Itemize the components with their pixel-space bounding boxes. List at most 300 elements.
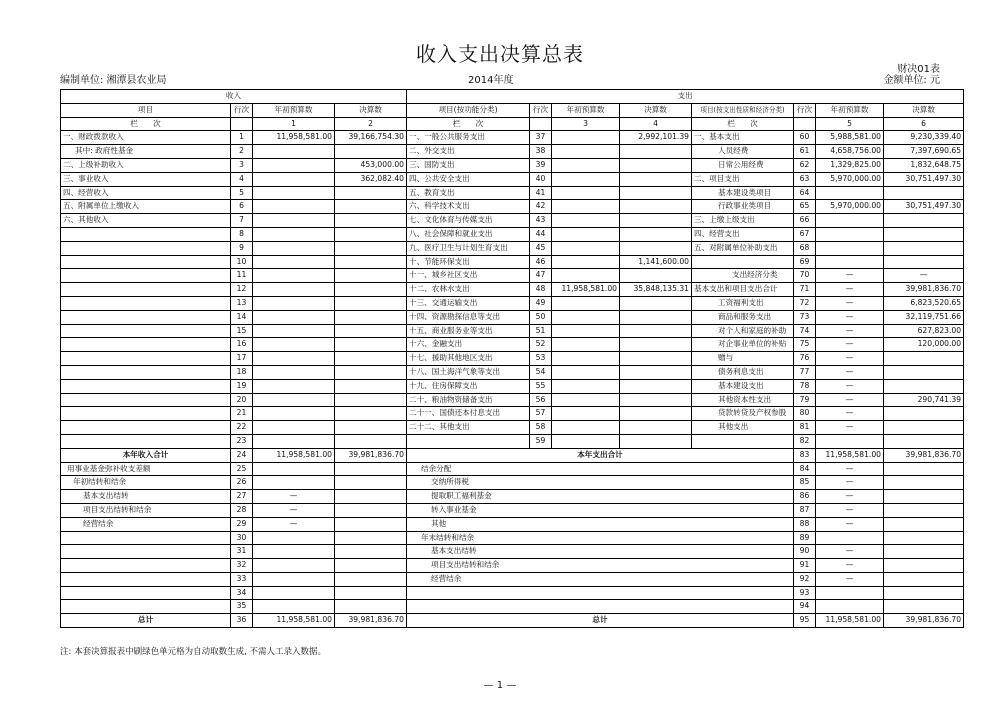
- page-title: 收入支出决算总表: [416, 42, 584, 66]
- func-final: [620, 200, 692, 214]
- econ-final: [884, 186, 964, 200]
- econ-final: —: [884, 269, 964, 283]
- table-row: [61, 517, 964, 531]
- income-final: [335, 365, 407, 379]
- table-row: [61, 338, 964, 352]
- econ-final: 30,751,497.30: [884, 200, 964, 214]
- econ-final: [884, 365, 964, 379]
- col-row-no: 行次: [530, 103, 552, 117]
- grand-total-label: 总计: [61, 614, 231, 628]
- row-no: 55: [530, 379, 552, 393]
- table-row: [61, 600, 964, 614]
- func-final: [620, 145, 692, 159]
- econ-budget: —: [816, 572, 884, 586]
- form-code: 财决01表: [897, 64, 940, 75]
- table-row: [61, 545, 964, 559]
- income-item: [61, 393, 231, 407]
- func-item: 七、文化体育与传媒支出: [407, 214, 530, 228]
- econ-item: 一、基本支出: [692, 131, 794, 145]
- income-item: 用事业基金弥补收支差额: [61, 462, 231, 476]
- econ-budget: —: [816, 269, 884, 283]
- row-no: 11: [231, 269, 253, 283]
- econ-final: [884, 531, 964, 545]
- income-budget: —: [253, 517, 335, 531]
- grand-total-budget: 11,958,581.00: [816, 614, 884, 628]
- row-no: 78: [794, 379, 816, 393]
- econ-item: 行政事业类项目: [692, 200, 794, 214]
- row-no: 3: [231, 158, 253, 172]
- income-budget: [253, 352, 335, 366]
- func-final: [620, 214, 692, 228]
- func-budget: [552, 227, 620, 241]
- func-item: 二十二、其他支出: [407, 421, 530, 435]
- econ-budget: 1,329,825.00: [816, 158, 884, 172]
- blank-cell: [231, 117, 253, 131]
- row-no: 54: [530, 365, 552, 379]
- income-budget: [253, 421, 335, 435]
- row-no: 35: [231, 600, 253, 614]
- table-row: [61, 310, 964, 324]
- func-item: 三、国防支出: [407, 158, 530, 172]
- table-row: [61, 145, 964, 159]
- table-row: [61, 131, 964, 145]
- func-item: 一、一般公共服务支出: [407, 131, 530, 145]
- income-budget: [253, 310, 335, 324]
- func-item: 二十一、国债还本付息支出: [407, 407, 530, 421]
- econ-budget: —: [816, 393, 884, 407]
- col-budget: 年初预算数: [253, 103, 335, 117]
- func-budget: [552, 200, 620, 214]
- func-budget: [552, 421, 620, 435]
- row-no: 83: [794, 448, 816, 462]
- econ-final: [884, 586, 964, 600]
- func-item: 二十、粮油物资储备支出: [407, 393, 530, 407]
- income-item: [61, 586, 231, 600]
- row-no: 58: [530, 421, 552, 435]
- econ-budget: —: [816, 462, 884, 476]
- func-budget: [552, 379, 620, 393]
- func-budget: [552, 338, 620, 352]
- econ-item: 四、经营支出: [692, 227, 794, 241]
- econ-budget: —: [816, 310, 884, 324]
- col-lan: 栏 次: [61, 117, 231, 131]
- income-item: 一、财政拨款收入: [61, 131, 231, 145]
- row-no: 57: [530, 407, 552, 421]
- econ-item: 商品和服务支出: [692, 310, 794, 324]
- income-budget: [253, 227, 335, 241]
- col-num-6: 6: [884, 117, 964, 131]
- row-no: 71: [794, 283, 816, 297]
- income-budget: [253, 476, 335, 490]
- econ-item: 基本建设支出: [692, 379, 794, 393]
- econ-budget: 4,658,756.00: [816, 145, 884, 159]
- table-row: [61, 462, 964, 476]
- col-num-1: 1: [253, 117, 335, 131]
- row-no: 44: [530, 227, 552, 241]
- table-row: [61, 172, 964, 186]
- row-no: 13: [231, 296, 253, 310]
- econ-item: 贷款转贷及产权参股: [692, 407, 794, 421]
- table-row: [61, 269, 964, 283]
- func-final: 2,992,101.39: [620, 131, 692, 145]
- table-row: [61, 379, 964, 393]
- income-budget: [253, 186, 335, 200]
- income-item: 年初结转和结余: [61, 476, 231, 490]
- table-row: [61, 324, 964, 338]
- col-final: 决算数: [335, 103, 407, 117]
- blank-cell: [530, 117, 552, 131]
- income-budget: —: [253, 503, 335, 517]
- row-no: 66: [794, 214, 816, 228]
- row-no: 43: [530, 214, 552, 228]
- income-budget: [253, 200, 335, 214]
- total-row: [61, 448, 964, 462]
- income-final: [335, 214, 407, 228]
- func-item: 十三、交通运输支出: [407, 296, 530, 310]
- expense-total-budget: 11,958,581.00: [816, 448, 884, 462]
- func-final: [620, 365, 692, 379]
- row-no: 31: [231, 545, 253, 559]
- func-item: 五、教育支出: [407, 186, 530, 200]
- income-budget: [253, 241, 335, 255]
- func-budget: [552, 241, 620, 255]
- econ-budget: 5,970,000.00: [816, 172, 884, 186]
- income-item: [61, 241, 231, 255]
- func-budget: [552, 310, 620, 324]
- func-final: [620, 241, 692, 255]
- econ-budget: —: [816, 365, 884, 379]
- income-item: 二、上级补助收入: [61, 158, 231, 172]
- row-no: 4: [231, 172, 253, 186]
- balance-item: 结余分配: [407, 462, 794, 476]
- row-no: 73: [794, 310, 816, 324]
- econ-final: [884, 407, 964, 421]
- balance-item: [407, 600, 794, 614]
- income-final: 362,082.40: [335, 172, 407, 186]
- table-row: [61, 365, 964, 379]
- row-no: 46: [530, 255, 552, 269]
- row-no: 30: [231, 531, 253, 545]
- func-final: [620, 407, 692, 421]
- econ-final: [884, 352, 964, 366]
- row-no: 17: [231, 352, 253, 366]
- row-no: 8: [231, 227, 253, 241]
- income-item: [61, 434, 231, 448]
- econ-final: [884, 379, 964, 393]
- row-no: 68: [794, 241, 816, 255]
- econ-budget: —: [816, 352, 884, 366]
- row-no: 56: [530, 393, 552, 407]
- func-budget: [552, 407, 620, 421]
- col-num-5: 5: [816, 117, 884, 131]
- col-num-4: 4: [620, 117, 692, 131]
- table-row: [61, 393, 964, 407]
- econ-budget: [816, 214, 884, 228]
- income-final: [335, 393, 407, 407]
- income-final: [335, 600, 407, 614]
- func-budget: [552, 434, 620, 448]
- econ-final: 1,832,648.75: [884, 158, 964, 172]
- income-final: [335, 227, 407, 241]
- econ-budget: [816, 241, 884, 255]
- econ-budget: —: [816, 296, 884, 310]
- row-no: 19: [231, 379, 253, 393]
- func-item: 十六、金融支出: [407, 338, 530, 352]
- econ-budget: —: [816, 407, 884, 421]
- econ-budget: [816, 186, 884, 200]
- grand-total-final: 39,981,836.70: [884, 614, 964, 628]
- income-item: [61, 559, 231, 573]
- econ-final: [884, 227, 964, 241]
- row-no: 60: [794, 131, 816, 145]
- table-row: [61, 407, 964, 421]
- econ-budget: —: [816, 476, 884, 490]
- row-no: 41: [530, 186, 552, 200]
- income-item: [61, 283, 231, 297]
- row-no: 69: [794, 255, 816, 269]
- econ-item: 对个人和家庭的补助: [692, 324, 794, 338]
- econ-budget: 5,988,581.00: [816, 131, 884, 145]
- col-num-3: 3: [552, 117, 620, 131]
- econ-item: 其他资本性支出: [692, 393, 794, 407]
- table-row: [61, 186, 964, 200]
- econ-budget: [816, 227, 884, 241]
- econ-item: [692, 434, 794, 448]
- econ-final: 120,000.00: [884, 338, 964, 352]
- income-budget: [253, 214, 335, 228]
- income-item: [61, 338, 231, 352]
- income-item: [61, 227, 231, 241]
- econ-final: [884, 490, 964, 504]
- row-no: 63: [794, 172, 816, 186]
- func-item: 二、外交支出: [407, 145, 530, 159]
- table-row: [61, 296, 964, 310]
- func-item: 十七、援助其他地区支出: [407, 352, 530, 366]
- econ-item: 人员经费: [692, 145, 794, 159]
- income-item: 三、事业收入: [61, 172, 231, 186]
- econ-final: [884, 559, 964, 573]
- row-no: 14: [231, 310, 253, 324]
- income-final: [335, 338, 407, 352]
- income-budget: [253, 172, 335, 186]
- row-no: 51: [530, 324, 552, 338]
- econ-budget: [816, 531, 884, 545]
- func-item: 十、节能环保支出: [407, 255, 530, 269]
- table-row: [61, 421, 964, 435]
- func-final: [620, 296, 692, 310]
- econ-item: 工资福利支出: [692, 296, 794, 310]
- row-no: 53: [530, 352, 552, 366]
- row-no: 64: [794, 186, 816, 200]
- econ-budget: —: [816, 421, 884, 435]
- row-no: 24: [231, 448, 253, 462]
- econ-final: 39,981,836.70: [884, 283, 964, 297]
- row-no: 9: [231, 241, 253, 255]
- row-no: 25: [231, 462, 253, 476]
- row-no: 23: [231, 434, 253, 448]
- income-final: [335, 379, 407, 393]
- income-final: [335, 517, 407, 531]
- col-row-no: 行次: [794, 103, 816, 117]
- income-item: [61, 531, 231, 545]
- col-item: 项目: [61, 103, 231, 117]
- econ-final: [884, 503, 964, 517]
- grand-total-row: [61, 614, 964, 628]
- grand-total-label: 总计: [407, 614, 794, 628]
- func-final: 35,848,135.31: [620, 283, 692, 297]
- income-final: [335, 531, 407, 545]
- income-budget: [253, 379, 335, 393]
- func-final: [620, 379, 692, 393]
- econ-final: [884, 214, 964, 228]
- row-no: 10: [231, 255, 253, 269]
- row-no: 50: [530, 310, 552, 324]
- budget-summary-table: [60, 89, 964, 628]
- income-budget: [253, 572, 335, 586]
- econ-final: [884, 241, 964, 255]
- row-no: 45: [530, 241, 552, 255]
- econ-item: 二、项目支出: [692, 172, 794, 186]
- row-no: 1: [231, 131, 253, 145]
- income-final: [335, 310, 407, 324]
- col-final: 决算数: [884, 103, 964, 117]
- row-no: 92: [794, 572, 816, 586]
- income-item: [61, 324, 231, 338]
- econ-final: 32,119,751.66: [884, 310, 964, 324]
- compiling-unit: 编制单位: 湘潭县农业局: [60, 75, 167, 86]
- func-budget: [552, 324, 620, 338]
- econ-final: [884, 476, 964, 490]
- balance-item: 提取职工福利基金: [407, 490, 794, 504]
- income-item: [61, 545, 231, 559]
- econ-final: 7,397,690.65: [884, 145, 964, 159]
- econ-final: 30,751,497.30: [884, 172, 964, 186]
- income-final: [335, 503, 407, 517]
- income-final: [335, 421, 407, 435]
- table-row: [61, 586, 964, 600]
- func-budget: [552, 131, 620, 145]
- econ-budget: —: [816, 324, 884, 338]
- func-final: [620, 269, 692, 283]
- row-no: 77: [794, 365, 816, 379]
- econ-final: 6,823,520.65: [884, 296, 964, 310]
- income-final: [335, 586, 407, 600]
- col-row-no: 行次: [231, 103, 253, 117]
- func-item: 十一、城乡社区支出: [407, 269, 530, 283]
- income-budget: [253, 531, 335, 545]
- row-no: 65: [794, 200, 816, 214]
- income-final: [335, 545, 407, 559]
- func-final: [620, 352, 692, 366]
- func-budget: [552, 393, 620, 407]
- func-item: 十四、资源勘探信息等支出: [407, 310, 530, 324]
- income-total-budget: 11,958,581.00: [253, 448, 335, 462]
- balance-item: 项目支出结转和结余: [407, 559, 794, 573]
- row-no: 32: [231, 559, 253, 573]
- econ-item: 赠与: [692, 352, 794, 366]
- econ-budget: —: [816, 490, 884, 504]
- row-no: 67: [794, 227, 816, 241]
- income-item: [61, 352, 231, 366]
- row-no: 33: [231, 572, 253, 586]
- func-item: 十九、住房保障支出: [407, 379, 530, 393]
- row-no: 79: [794, 393, 816, 407]
- row-no: 16: [231, 338, 253, 352]
- func-budget: [552, 269, 620, 283]
- func-final: [620, 393, 692, 407]
- func-final: [620, 338, 692, 352]
- row-no: 76: [794, 352, 816, 366]
- econ-item: 对企事业单位的补贴: [692, 338, 794, 352]
- table-row: [61, 503, 964, 517]
- income-item: [61, 379, 231, 393]
- page-number: — 1 —: [483, 680, 517, 691]
- income-item: [61, 572, 231, 586]
- table-row: [61, 227, 964, 241]
- func-final: [620, 186, 692, 200]
- income-item: 六、其他收入: [61, 214, 231, 228]
- func-budget: [552, 352, 620, 366]
- income-budget: [253, 145, 335, 159]
- row-no: 88: [794, 517, 816, 531]
- row-no: 84: [794, 462, 816, 476]
- row-no: 42: [530, 200, 552, 214]
- expense-header: 支出: [407, 90, 964, 104]
- blank-cell: [794, 117, 816, 131]
- func-final: [620, 324, 692, 338]
- row-no: 27: [231, 490, 253, 504]
- econ-final: [884, 462, 964, 476]
- income-final: [335, 241, 407, 255]
- table-row: [61, 255, 964, 269]
- income-item: [61, 365, 231, 379]
- func-item: 九、医疗卫生与计划生育支出: [407, 241, 530, 255]
- econ-budget: 5,970,000.00: [816, 200, 884, 214]
- row-no: 85: [794, 476, 816, 490]
- econ-item: 债务利息支出: [692, 365, 794, 379]
- income-item: 经营结余: [61, 517, 231, 531]
- col-final: 决算数: [620, 103, 692, 117]
- func-final: [620, 172, 692, 186]
- income-budget: [253, 393, 335, 407]
- income-budget: [253, 296, 335, 310]
- income-budget: [253, 269, 335, 283]
- func-budget: [552, 214, 620, 228]
- row-no: 29: [231, 517, 253, 531]
- econ-final: 627,823.00: [884, 324, 964, 338]
- footnote: 注: 本套决算报表中刷绿色单元格为自动取数生成, 不需人工录入数据。: [60, 647, 326, 657]
- income-budget: [253, 462, 335, 476]
- econ-budget: —: [816, 379, 884, 393]
- expense-total-final: 39,981,836.70: [884, 448, 964, 462]
- income-final: [335, 145, 407, 159]
- income-budget: [253, 324, 335, 338]
- col-num-2: 2: [335, 117, 407, 131]
- income-final: 39,166,754.30: [335, 131, 407, 145]
- income-final: [335, 490, 407, 504]
- econ-final: 9,230,339.40: [884, 131, 964, 145]
- row-no: 95: [794, 614, 816, 628]
- income-final: [335, 572, 407, 586]
- econ-budget: [816, 434, 884, 448]
- econ-budget: —: [816, 338, 884, 352]
- econ-item: 日常公用经费: [692, 158, 794, 172]
- income-budget: [253, 407, 335, 421]
- col-budget: 年初预算数: [552, 103, 620, 117]
- income-budget: [253, 255, 335, 269]
- table-row: [61, 559, 964, 573]
- row-no: 18: [231, 365, 253, 379]
